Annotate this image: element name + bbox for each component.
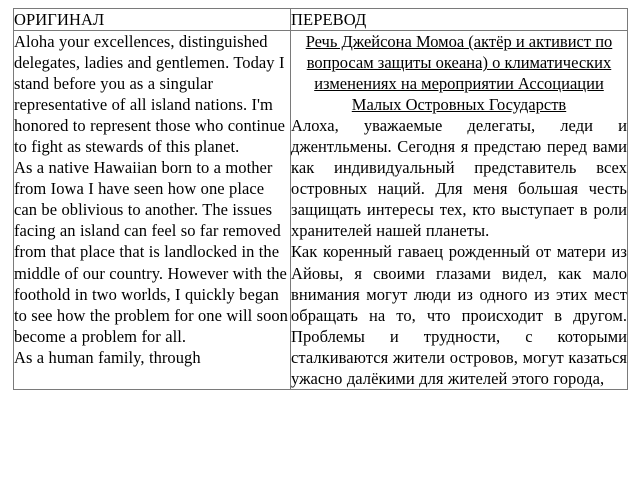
- translation-table: [13, 8, 628, 390]
- column-header-translation: ПЕРЕВОД: [291, 9, 628, 31]
- original-paragraph-1: Aloha your excellences, distinguished delegates, ladies and gentlemen. Today I stand before you as a singular representative of all island nations. I'm honored to represent those who continue to fight as stewards of this planet.: [14, 32, 286, 157]
- translation-paragraph-1: Алоха, уважаемые делегаты, леди и джентльмены. Сегодня я предстаю перед вами как индивидуальный представитель всех островных наций. Для меня большая честь защищать интересы тех, кто выступает в роли хранителей нашей планеты.: [291, 116, 627, 241]
- translation-paragraph-2: Как коренный гаваец рожденный от матери из Айовы, я своими глазами видел, как мало внимания могут люди из одного из этих мест обращать на то, что происходит в другом. Проблемы и трудности, с которыми сталкиваются жители островов, могут казаться ужасно далёкими для жителей этого города,: [291, 242, 627, 388]
- original-paragraph-2: As a native Hawaiian born to a mother from Iowa I have seen how one place can be oblivious to another. The issues facing an island can feel so far removed from that place that is landlocked in the middle of our country. However with the foothold in two worlds, I quickly began to see how the problem for one will soon become a problem for all.: [14, 158, 288, 346]
- translation-text-cell: [291, 31, 628, 390]
- table-header-row: [14, 9, 628, 31]
- original-paragraph-3: As a human family, through: [14, 347, 201, 367]
- translation-title: Речь Джейсона Момоа (актёр и активист по вопросам защиты океана) о климатических изменениях на мероприятии Ассоциации Малых Островных Государств: [305, 32, 613, 115]
- original-text-cell: [14, 31, 291, 390]
- column-header-original: ОРИГИНАЛ: [14, 9, 291, 31]
- table-body-row: [14, 31, 628, 390]
